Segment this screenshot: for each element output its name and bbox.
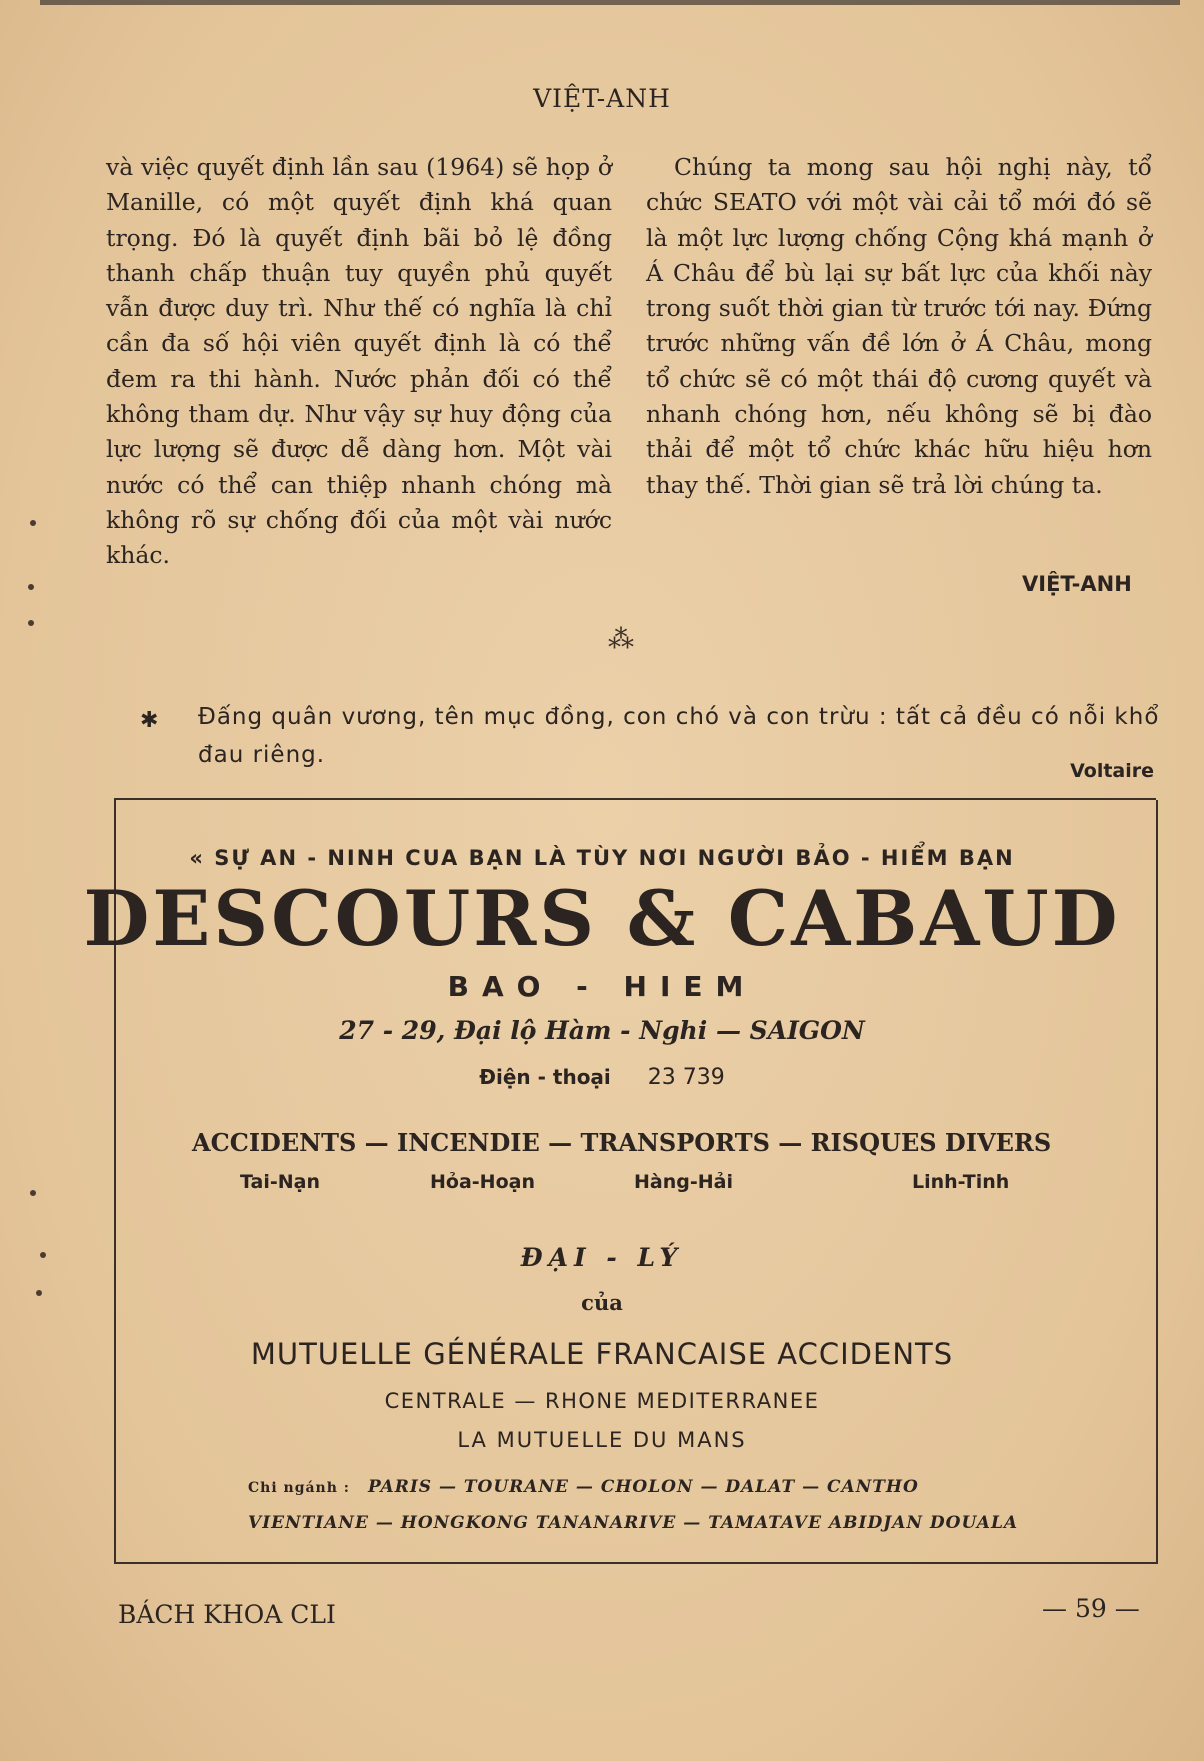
page-number: — 59 — [1042, 1594, 1140, 1623]
page-header: VIỆT-ANH [533, 84, 671, 113]
address-city: — SAIGON [715, 1016, 865, 1045]
article-paragraph: Chúng ta mong sau hội nghị này, tổ chức SEATO với một vài cải tổ mới đó sẽ là một lực lượng chống Cộng khá mạnh ở Á Châu để bù lại sự bất lực của khối này trong suốt thời gian từ trước tới nay. Đứng trước những vấn đề lớn ở Á Châu, mong tổ chức sẽ có một thái độ cương quyết và nhanh chóng hơn, nếu không sẽ bị đào thải để một tổ chức khác hữu hiệu hơn thay thế. Thời gian sẽ trả lời chúng ta. [646, 153, 1152, 499]
phone-label: Điện - thoại [479, 1065, 611, 1089]
page-blemish [36, 1290, 42, 1296]
page-blemish [30, 520, 36, 526]
ad-of-label: của [581, 1290, 623, 1315]
service-translation: Tai-Nạn [240, 1171, 320, 1193]
address-number: 27 - 29, [339, 1016, 446, 1045]
author-signature: VIỆT-ANH [1022, 572, 1132, 596]
ad-phone [0, 1065, 1204, 1090]
branches-cities: PARIS — TOURANE — CHOLON — DALAT — CANTHO [367, 1477, 919, 1497]
ad-branches [248, 1470, 1018, 1541]
article-left-column [106, 150, 612, 574]
article-paragraph: và việc quyết định lần sau (1964) sẽ họp ở Manille, có một quyết định khá quan trọng. Đó là quyết định bãi bỏ lệ đồng thanh chấp thuận tuy quyền phủ quyết vẫn được duy trì. Như thế có nghĩa là chỉ cần đa số hội viên quyết định là có thể đem ra thi hành. Nước phản đối có thể không tham dự. Như vậy sự huy động của lực lượng sẽ được dễ dàng hơn. Một vài nước có thể can thiệp nhanh chóng mà không rõ sự chống đối của một vài nước khác. [106, 153, 612, 570]
quote-author: Voltaire [1070, 760, 1154, 782]
phone-number: 23 739 [647, 1065, 725, 1090]
branches-cities: VIENTIANE — HONGKONG TANANARIVE — TAMATAVE ABIDJAN DOUALA [248, 1513, 1019, 1533]
branches-line [248, 1506, 1018, 1541]
ad-mutuelle: MUTUELLE GÉNÉRALE FRANCAISE ACCIDENTS [250, 1337, 954, 1371]
page-top-edge [40, 0, 1180, 5]
quote-block [140, 698, 1160, 782]
ad-centrale: CENTRALE — RHONE MEDITERRANEE [384, 1389, 820, 1413]
service-translation: Hỏa-Hoạn [430, 1171, 535, 1193]
asterisk-icon: ✱ [140, 708, 160, 733]
branches-label: Chi ngánh : [248, 1480, 350, 1496]
ornament-icon: ⁂ [608, 625, 634, 655]
service-translation: Linh-Tinh [912, 1171, 1010, 1193]
ad-subtitle: BAO - HIEM [447, 970, 757, 1003]
page-blemish [30, 1190, 36, 1196]
address-street: Đại lộ Hàm - Nghi [454, 1016, 708, 1045]
ad-mans: LA MUTUELLE DU MANS [457, 1428, 747, 1452]
page-blemish [28, 584, 34, 590]
service-translation: Hàng-Hải [634, 1171, 733, 1193]
ad-services: ACCIDENTS — INCENDIE — TRANSPORTS — RISQUES DIVERS [192, 1128, 1052, 1157]
article-right-column [646, 150, 1152, 503]
ad-agent-label: ĐẠI - LÝ [520, 1243, 684, 1272]
branches-line [248, 1470, 1018, 1506]
page-blemish [28, 620, 34, 626]
footer-magazine-name: BÁCH KHOA CLI [118, 1600, 336, 1629]
ad-company-name: DESCOURS & CABAUD [83, 874, 1121, 963]
ad-address [0, 1016, 1204, 1045]
page-blemish [40, 1252, 46, 1258]
quote-text: Đấng quân vương, tên mục đồng, con chó và con trừu : tất cả đều có nỗi khổ đau riêng. [198, 704, 1160, 768]
ad-slogan: « SỰ AN - NINH CUA BẠN LÀ TÙY NƠI NGƯỜI BẢO - HIỂM BẠN [189, 846, 1015, 870]
